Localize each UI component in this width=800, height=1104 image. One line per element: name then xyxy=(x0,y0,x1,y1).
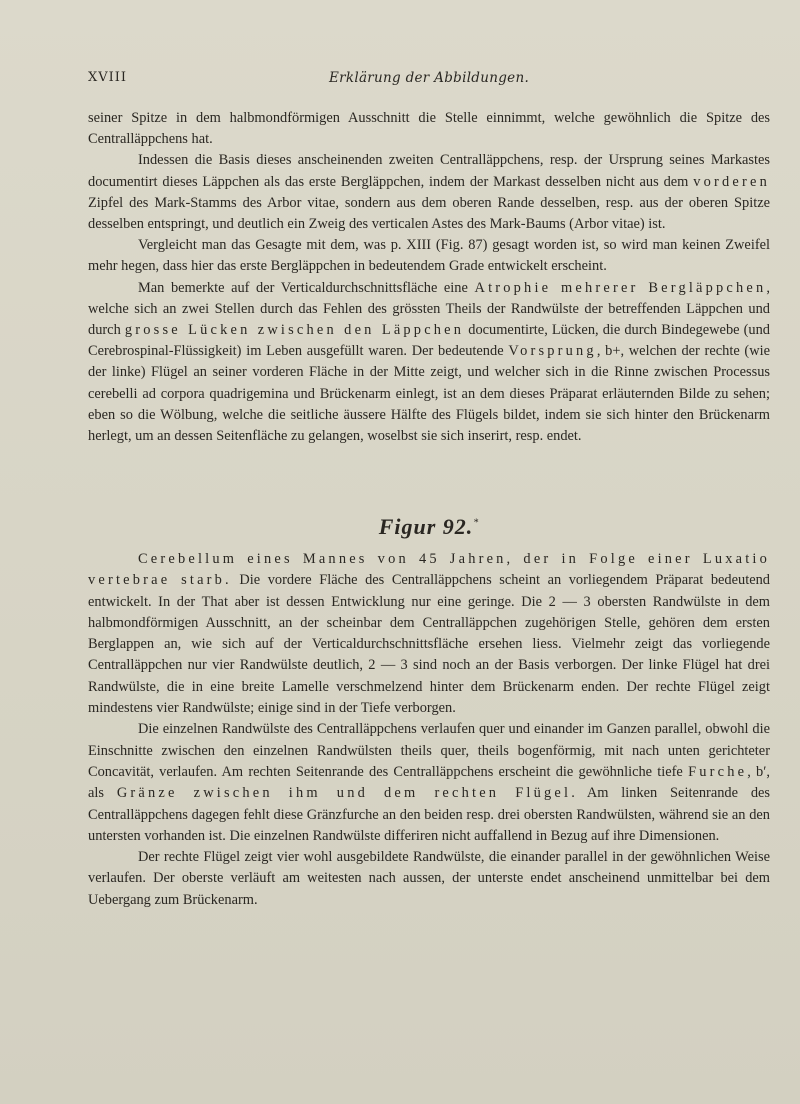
figure-mark: * xyxy=(473,517,480,529)
text-section-1 xyxy=(88,108,770,447)
spaced-case-description: Cerebellum eines Mannes von 45 Jahren, der in Folge einer Luxatio vertebrae starb. xyxy=(88,551,770,589)
paragraph-4-b: , welche sich an zwei Stellen durch das Fehlen des grössten Theils der Randwülste der betreffenden Läppchen und durch xyxy=(88,279,770,339)
page-number: XVIII xyxy=(88,70,128,85)
spaced-term-vorsprung: Vorsprung xyxy=(508,343,597,360)
text-section-2 xyxy=(88,549,770,911)
paragraph-2-rest: Zipfel des Mark-Stamms des Arbor vitae, sondern aus dem oberen Rande desselben, resp. aus der oberen Spitze desselben entspringt, und deutlich ein Zweig des verticalen Astes des Mark-Baums (Arbor vitae) ist. xyxy=(88,194,770,233)
paragraph-4-d: , b+, welchen der rechte (wie der linke) Flügel an seiner vorderen Fläche in der Mitte zeigt, und welcher sich in die Rinne zwischen Processus cerebelli ad corpora quadrigemina und Brückenarm einlegt, ist an dem dieses Präparat erläuternden Bilde zu sehen; eben so die Wölbung, welche die seitliche äussere Hälfte des Flügels bildet, indem sie sich hinter den Brückenarm herlegt, um an dessen Seitenfläche zu gelangen, woselbst sie sich inserirt, resp. endet. xyxy=(88,343,771,445)
paragraph-2-text: Indessen die Basis dieses anscheinenden zweiten Centralläppchens, resp. der Ursprung seines Markastes documentirt dieses Läppchen als das erste Bergläppchen, indem der Markast desselben nicht aus dem xyxy=(88,152,770,190)
paragraph-7: Der rechte Flügel zeigt vier wohl ausgebildete Randwülste, die einander parallel in der gewöhnlichen Weise verlaufen. Der oberste verläuft am weitesten nach aussen, der unterste endet anscheinend unmittelbar bei dem Uebergang zum Brückenarm. xyxy=(88,849,770,908)
paragraph-3: Vergleicht man das Gesagte mit dem, was p. XIII (Fig. 87) gesagt worden ist, so wird man keinen Zweifel mehr hegen, dass hier das erste Bergläppchen in bedeutendem Grade entwickelt erscheint. xyxy=(88,237,770,275)
spaced-term-atrophie: Atrophie mehrerer Bergläppchen xyxy=(474,279,767,296)
paragraph-4-a: Man bemerkte auf der Verticaldurchschnittsfläche eine xyxy=(138,279,468,296)
running-head xyxy=(88,70,770,92)
paragraph-4 xyxy=(88,278,770,448)
paragraph-5 xyxy=(88,549,770,719)
paragraph-4-c: documentirte, Lücken, die durch Bindegewebe (und Cerebrospinal-Flüssigkeit) im Leben ausgefüllt waren. Der bedeutende xyxy=(88,322,770,360)
spaced-term-vorderen: vorderen xyxy=(693,173,770,190)
spaced-term-luecken: grosse Lücken zwischen den Läppchen xyxy=(124,322,465,339)
figure-heading xyxy=(88,514,770,540)
paragraph-6-b: , b′, als xyxy=(88,763,770,802)
figure-title: Figur 92. xyxy=(378,514,474,539)
spaced-term-furche: Furche xyxy=(688,763,748,780)
paragraph-6-c: . Am linken Seitenrande des Centralläppchens dagegen fehlt diese Gränzfurche an den beiden resp. drei obersten Randwülsten, während sie an den untersten vorhanden ist. Die einzelnen Randwülste differiren nicht auffallend in Bezug auf ihre Dimensionen. xyxy=(88,785,770,844)
paragraph-2 xyxy=(88,150,770,235)
paragraph-5-rest: Die vordere Fläche des Centralläppchens scheint an vorliegendem Präparat bedeutend entwickelt. In der That aber ist dessen Entwicklung nur eine geringe. Die 2 — 3 obersten Randwülste in dem halbmondförmigen Ausschnitt, an der scheinbar dem Centralläppchen zugehörigen Stelle, gehören dem ersten Berglappen an, wie sich auf der Verticaldurchschnittsfläche ersehen liess. Vielmehr zeigt das vorliegende Centralläppchen nur vier Randwülste deutlich, 2 — 3 sind noch an der Basis verborgen. Der linke Flügel hat drei Randwülste, die in eine breite Lamelle verschmelzend hinter dem Brückenarm enden. Der rechte Flügel zeigt mindestens vier Randwülste; einige sind in der Tiefe verborgen. xyxy=(88,572,770,717)
paragraph-6 xyxy=(88,719,770,847)
paragraph-1: seiner Spitze in dem halbmondförmigen Ausschnitt die Stelle einnimmt, welche gewöhnlich die Spitze des Centralläppchens hat. xyxy=(88,110,770,148)
spaced-term-graenze: Gränze zwischen ihm und dem rechten Flügel xyxy=(116,785,572,802)
paragraph-6-a: Die einzelnen Randwülste des Centralläppchens verlaufen quer und einander im Ganzen parallel, obwohl die Einschnitte zwischen den einzelnen Randwülsten theils quer, theils bogenförmig, mit nach unten gerichteter Concavität, verlaufen. Am rechten Seitenrande des Centralläppchens erscheint die gewöhnliche tiefe xyxy=(88,721,770,780)
running-title: Erklärung der Abbildungen. xyxy=(328,70,530,86)
